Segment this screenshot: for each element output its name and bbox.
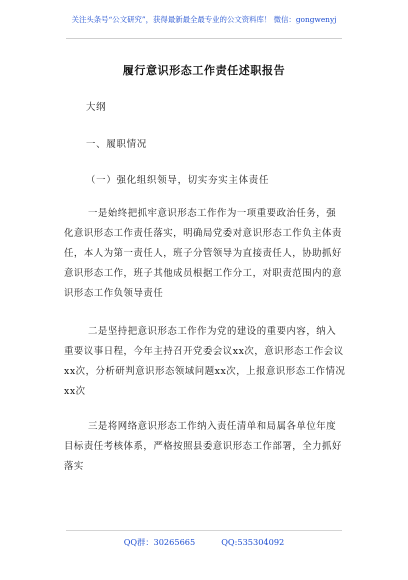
body-paragraph-2: 二是坚持把意识形态工作作为党的建设的重要内容，纳入重要议事日程，今年主持召开党委会议xx次，意识形态工作会议xx次，分析研判意识形态领域问题xx次，上报意识形态工作情况xx次	[64, 326, 346, 397]
footer-contact	[0, 537, 408, 548]
body-paragraph-1: 一是始终把抓牢意识形态工作作为一项重要政治任务，强化意识形态工作责任落实，明确局党委对意识形态工作负主体责任，本人为第一责任人，班子分管领导为直接责任人，协助抓好意识形态工作，班子其他成员根据工作分工，对职责范围内的意识形态工作负领导责任	[64, 208, 342, 299]
header-promo-note: 关注头条号“公文研究”，获得最新最全最专业的公文资料库！ 微信：gongwenyj	[71, 15, 337, 24]
footer-qq-group: QQ群：30265665	[123, 537, 196, 547]
section-heading-1: 一、履职情况	[86, 139, 148, 150]
document-title: 履行意识形态工作责任述职报告	[122, 64, 286, 77]
footer-divider	[66, 530, 342, 531]
body-paragraph-3: 三是将网络意识形态工作纳入责任清单和局属各单位年度目标责任考核体系，严格按照县委意识形态工作部署，全力抓好落实	[64, 421, 342, 472]
header-divider	[66, 38, 342, 39]
outline-label: 大纲	[86, 102, 107, 113]
subsection-heading-1: （一）强化组织领导，切实夯实主体责任	[86, 175, 270, 186]
footer-qq: QQ:535304092	[221, 537, 285, 547]
